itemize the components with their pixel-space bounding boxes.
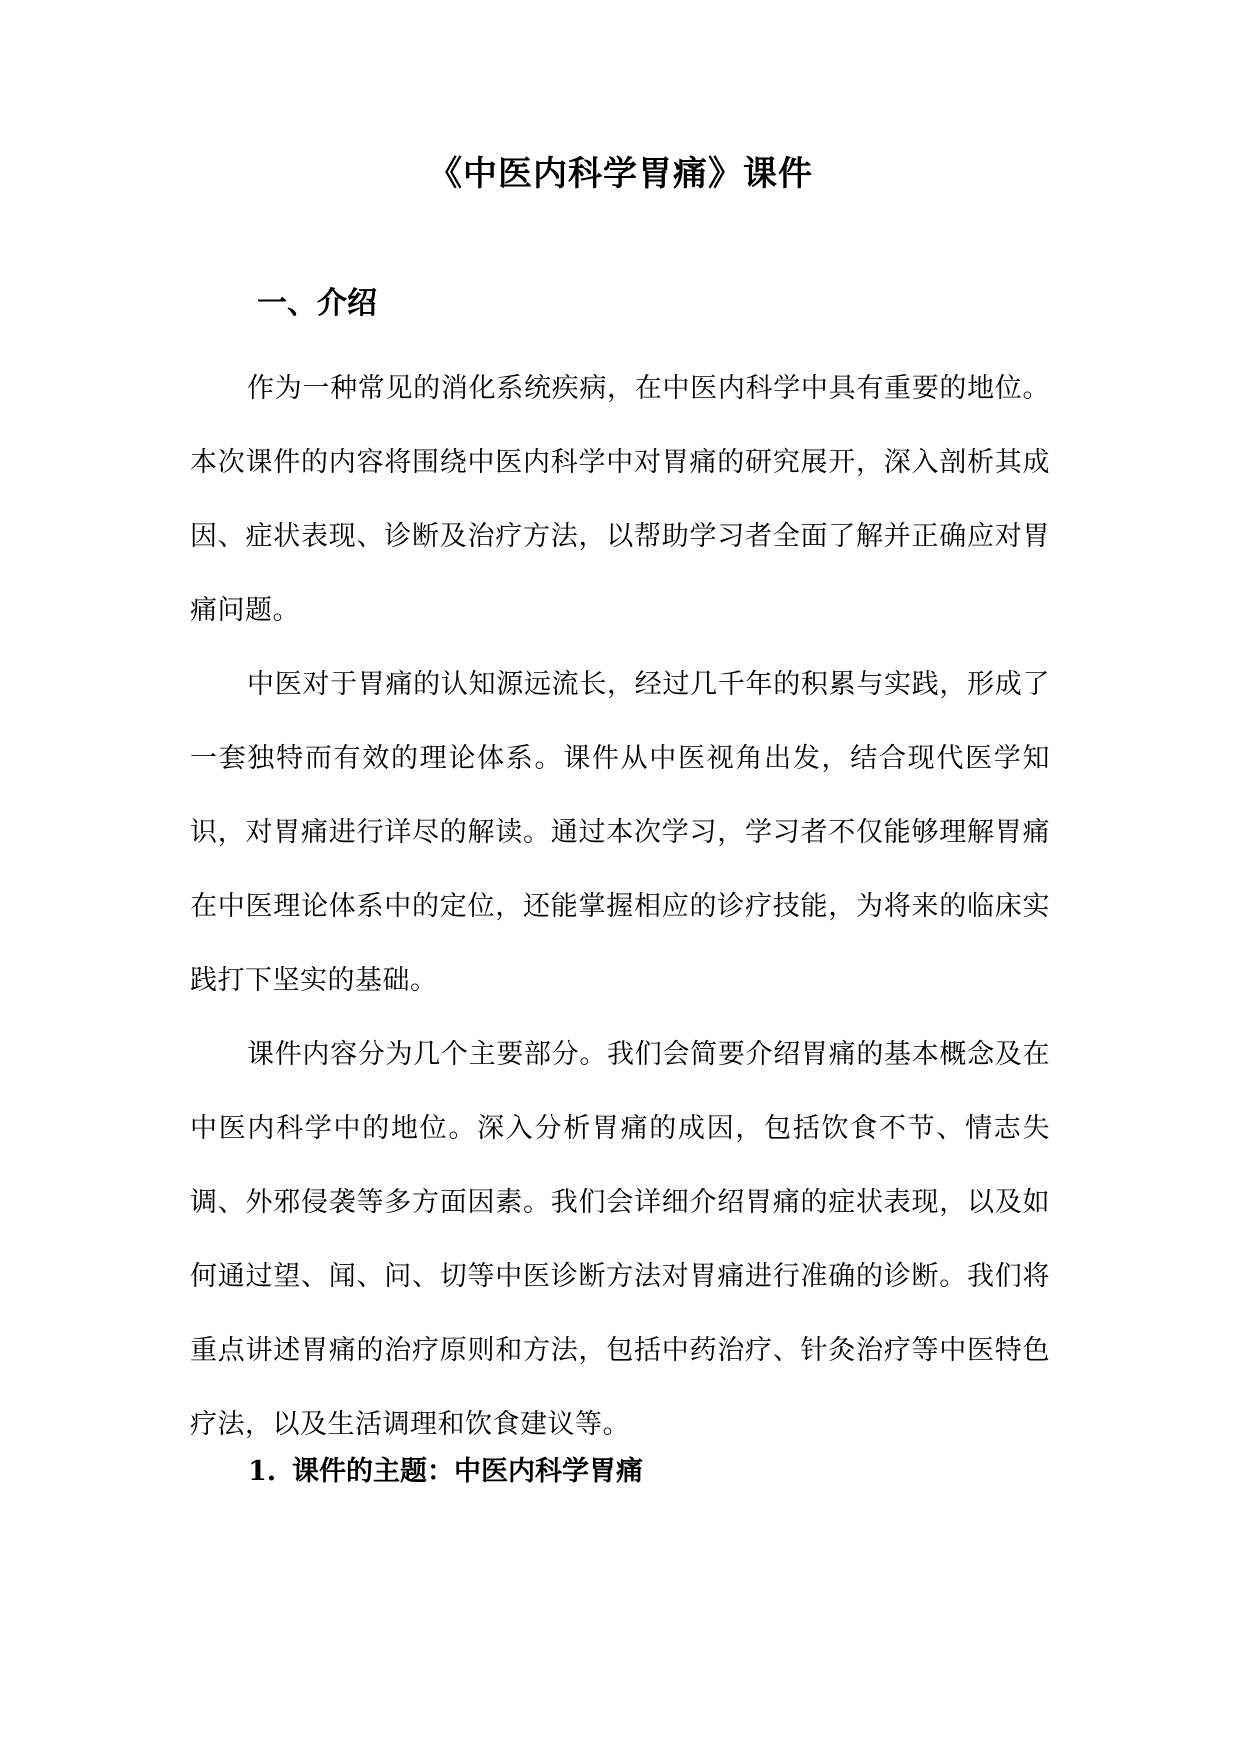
paragraph-intro-contents: 课件内容分为几个主要部分。我们会简要介绍胃痛的基本概念及在中医内科学中的地位。深入分析胃痛的成因，包括饮食不节、情志失调、外邪侵袭等多方面因素。我们会详细介绍胃痛的症状表现，以及如何通过望、闻、问、切等中医诊断方法对胃痛进行准确的诊断。我们将重点讲述胃痛的治疗原则和方法，包括中药治疗、针灸治疗等中医特色疗法，以及生活调理和饮食建议等。 (190, 1039, 1050, 1440)
document-title: 《中医内科学胃痛》课件 (428, 154, 813, 194)
section-heading-introduction: 一、介绍 (257, 286, 377, 321)
paragraph-intro-history: 中医对于胃痛的认知源远流长，经过几千年的积累与实践，形成了一套独特而有效的理论体系。课件从中医视角出发，结合现代医学知识，对胃痛进行详尽的解读。通过本次学习，学习者不仅能够理解胃痛在中医理论体系中的定位，还能掌握相应的诊疗技能，为将来的临床实践打下坚实的基础。 (190, 669, 1050, 996)
list-number: 1. (248, 1456, 277, 1487)
list-heading-text: 课件的主题：中医内科学胃痛 (292, 1456, 643, 1487)
paragraph-intro-overview: 作为一种常见的消化系统疾病，在中医内科学中具有重要的地位。本次课件的内容将围绕中医内科学中对胃痛的研究展开，深入剖析其成因、症状表现、诊断及治疗方法，以帮助学习者全面了解并正确应对胃痛问题。 (190, 373, 1050, 626)
numbered-heading-course-theme (248, 1452, 643, 1492)
